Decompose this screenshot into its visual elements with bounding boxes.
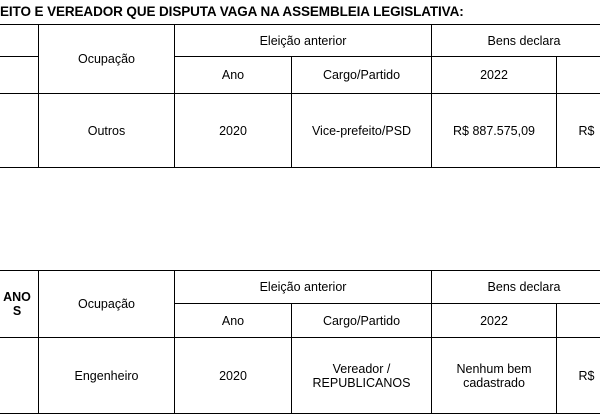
table-two-cell-bens-next: R$	[557, 338, 600, 414]
table-one-cell-bens-next: R$	[557, 94, 600, 168]
table-two-header-eleicao-anterior: Eleição anterior	[175, 271, 432, 304]
table-two-header-ocupacao: Ocupação	[39, 271, 175, 338]
table-two-cell-bens-2022: Nenhum bem cadastrado	[432, 338, 557, 414]
table-one-header-cargo-partido: Cargo/Partido	[292, 57, 432, 94]
table-one-header-ano: Ano	[175, 57, 292, 94]
table-two-cell-ano: 2020	[175, 338, 292, 414]
table-one-cell-cargo-partido: Vice-prefeito/PSD	[292, 94, 432, 168]
table-two-header-anos: ANOS	[0, 271, 39, 338]
candidate-table-two	[0, 270, 600, 414]
page-title: EITO E VEREADOR QUE DISPUTA VAGA NA ASSEMBLEIA LEGISLATIVA:	[0, 4, 464, 19]
table-two-cell-cargo-partido: Vereador / REPUBLICANOS	[292, 338, 432, 414]
table-one-spacer-cell	[0, 57, 39, 94]
table-one-spacer-cell	[0, 25, 39, 57]
table-one-cell-bens-2022: R$ 887.575,09	[432, 94, 557, 168]
table-row	[0, 94, 600, 168]
table-two-header-cargo-partido: Cargo/Partido	[292, 304, 432, 338]
table-one-header-eleicao-anterior: Eleição anterior	[175, 25, 432, 57]
table-two-header-ano: Ano	[175, 304, 292, 338]
table-two-header-year-next	[557, 304, 600, 338]
table-one-cell-ocupacao: Outros	[39, 94, 175, 168]
table-two-header-bens-declarados: Bens declara	[432, 271, 600, 304]
table-one-header-year-next	[557, 57, 600, 94]
table-one-header-ocupacao: Ocupação	[39, 25, 175, 94]
table-one-header-bens-declarados: Bens declara	[432, 25, 600, 57]
table-row	[0, 338, 600, 414]
table-one-cell-left-blank	[0, 94, 39, 168]
table-row	[0, 271, 600, 304]
table-one-cell-ano: 2020	[175, 94, 292, 168]
candidate-table-one	[0, 24, 600, 168]
table-one-header-year-2022: 2022	[432, 57, 557, 94]
table-two-cell-ocupacao: Engenheiro	[39, 338, 175, 414]
table-two-header-year-2022: 2022	[432, 304, 557, 338]
table-two-cell-left-blank	[0, 338, 39, 414]
table-row	[0, 25, 600, 57]
